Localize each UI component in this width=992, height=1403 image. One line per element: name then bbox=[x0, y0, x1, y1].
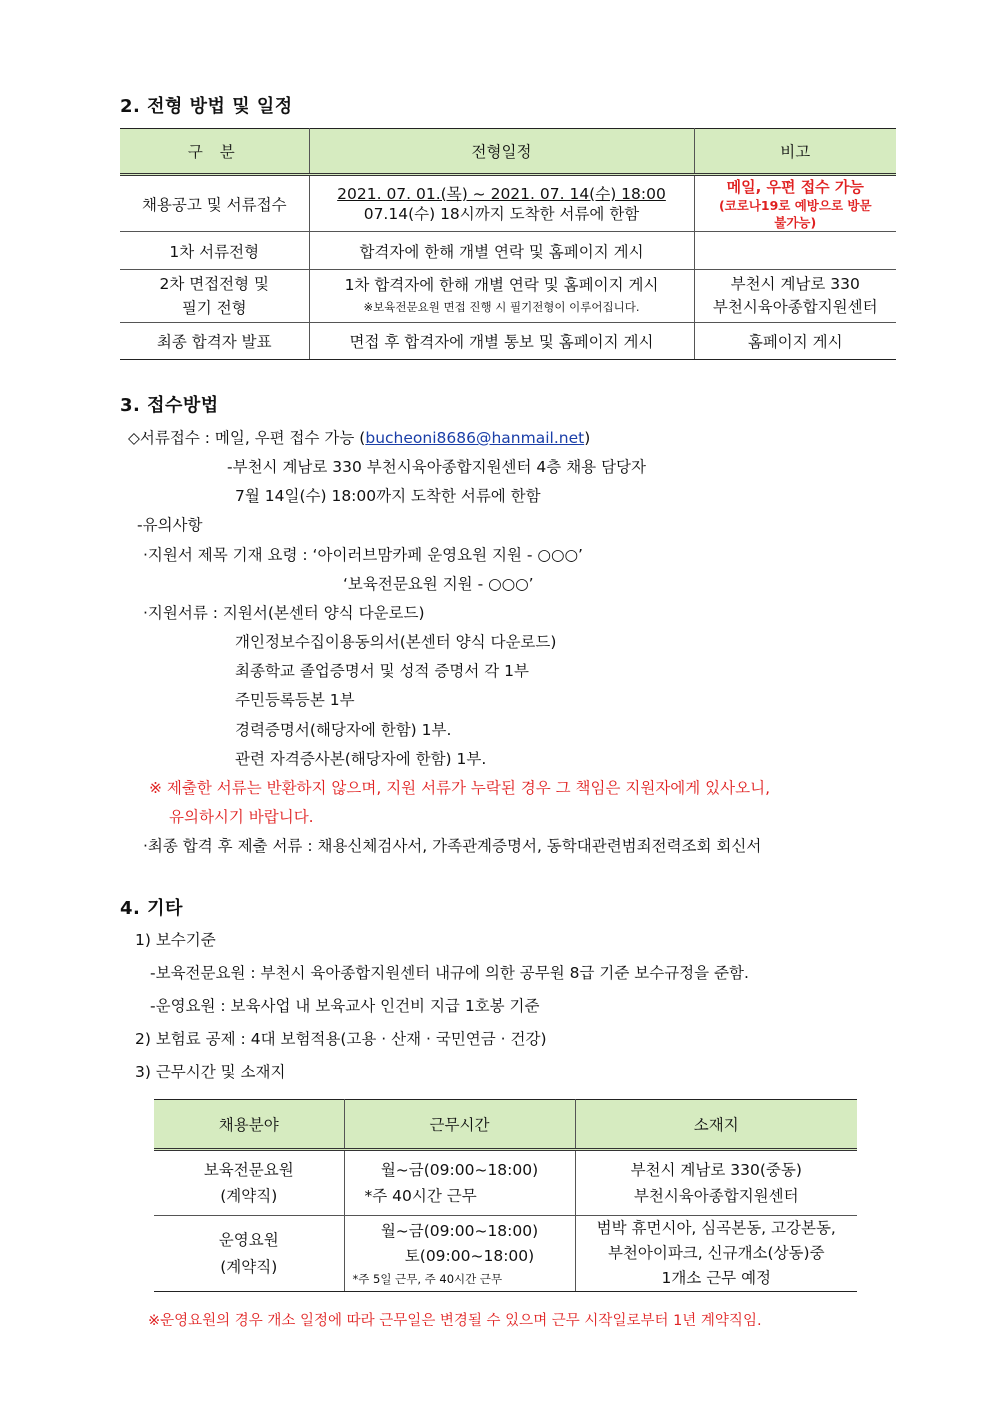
section-3-title: 3. 접수방법 bbox=[120, 395, 219, 416]
header-schedule: 전형일정 bbox=[309, 129, 694, 175]
row-time-line3: *주 5일 근무, 주 40시간 근무 bbox=[352, 1271, 503, 1286]
row-field-line1: 보육전문요원 bbox=[203, 1161, 294, 1179]
table-row bbox=[154, 1216, 857, 1292]
row-category-line2: 필기 전형 bbox=[181, 299, 247, 317]
intake-suffix: ) bbox=[584, 429, 591, 447]
item-3: 3) 근무시간 및 소재지 bbox=[135, 1063, 286, 1081]
row-location-line3: 1개소 근무 예정 bbox=[661, 1269, 772, 1287]
row-time-line1: 월~금(09:00~18:00) bbox=[380, 1221, 539, 1240]
row-schedule-line1: 1차 합격자에 한해 개별 연락 및 홈페이지 게시 bbox=[344, 276, 659, 294]
row-note-line1: 메일, 우편 접수 가능 bbox=[726, 178, 864, 196]
row-note-line2: 부천시육아종합지원센터 bbox=[712, 298, 878, 316]
row-schedule-line1: 2021. 07. 01.(목) ~ 2021. 07. 14(수) 18:00 bbox=[337, 184, 666, 203]
footnote: ※운영요원의 경우 개소 일정에 따라 근무일은 변경될 수 있으며 근무 시작일로부터 1년 계약직임. bbox=[148, 1313, 762, 1329]
table-row bbox=[120, 323, 896, 360]
row-note-line1: 부천시 계남로 330 bbox=[730, 275, 860, 293]
row-schedule-line1: 면접 후 합격자에 개별 통보 및 홈페이지 게시 bbox=[309, 323, 694, 360]
row-field-line2: (계약직) bbox=[220, 1187, 278, 1205]
table-row bbox=[154, 1150, 857, 1216]
table-row bbox=[120, 232, 896, 270]
header-note: 비고 bbox=[694, 129, 896, 175]
row-category: 최종 합격자 발표 bbox=[120, 323, 309, 360]
header-hours: 근무시간 bbox=[344, 1100, 575, 1150]
address-line: -부천시 계남로 330 부천시육아종합지원센터 4층 채용 담당자 bbox=[227, 458, 646, 476]
section-2-title: 2. 전형 방법 및 일정 bbox=[120, 96, 293, 117]
work-hours-table bbox=[154, 1099, 857, 1292]
warning-line-1: ※ 제출한 서류는 반환하지 않으며, 지원 서류가 누락된 경우 그 책임은 지원자에게 있사오니, bbox=[149, 779, 770, 797]
row-location-line1: 부천시 계남로 330(중동) bbox=[630, 1161, 802, 1179]
doc-item: 최종학교 졸업증명서 및 성적 증명서 각 1부 bbox=[235, 662, 529, 680]
row-field-line2: (계약직) bbox=[220, 1257, 278, 1276]
row-time-line2: *주 40시간 근무 bbox=[364, 1187, 477, 1205]
row-note-line2: (코로나19로 예방으로 방문 bbox=[718, 198, 872, 213]
intake-line bbox=[128, 426, 590, 448]
row-time-line1: 월~금(09:00~18:00) bbox=[380, 1161, 539, 1179]
schedule-table bbox=[120, 128, 896, 360]
notice-header: -유의사항 bbox=[137, 516, 203, 534]
header-field: 채용분야 bbox=[154, 1100, 344, 1150]
row-location-line2: 부천시육아종합지원센터 bbox=[633, 1187, 799, 1205]
doc-item: 경력증명서(해당자에 한함) 1부. bbox=[235, 721, 452, 739]
row-location-line2: 부천아이파크, 신규개소(상동)중 bbox=[607, 1244, 825, 1262]
table-row bbox=[120, 175, 896, 232]
doc-item: 주민등록등본 1부 bbox=[235, 691, 355, 709]
row-location-line1: 범박 휴먼시아, 심곡본동, 고강본동, bbox=[596, 1219, 836, 1237]
row-schedule-line1: 합격자에 한해 개별 연락 및 홈페이지 게시 bbox=[309, 232, 694, 270]
row-schedule-line2: ※보육전문요원 면접 진행 시 필기전형이 이루어집니다. bbox=[363, 300, 640, 314]
docs-line-1: ·지원서류 : 지원서(본센터 양식 다운로드) bbox=[143, 604, 425, 622]
table-header-row bbox=[154, 1100, 857, 1150]
doc-item: 개인정보수집이용동의서(본센터 양식 다운로드) bbox=[235, 633, 557, 651]
row-note-line3: 불가능) bbox=[774, 215, 817, 230]
item-2: 2) 보험료 공제 : 4대 보험적용(고용 · 산재 · 국민연금 · 건강) bbox=[135, 1030, 547, 1048]
email-link[interactable]: bucheoni8686@hanmail.net bbox=[365, 429, 585, 447]
doc-item: 관련 자격증사본(해당자에 한함) 1부. bbox=[235, 750, 487, 768]
subject-line-2: ‘보육전문요원 지원 - ○○○’ bbox=[343, 575, 534, 593]
final-docs-line: ·최종 합격 후 제출 서류 : 채용신체검사서, 가족관계증명서, 동학대관련범죄전력조회 회신서 bbox=[143, 837, 762, 855]
table-header-row bbox=[120, 129, 896, 175]
row-schedule-line2: 07.14(수) 18시까지 도착한 서류에 한함 bbox=[363, 204, 640, 223]
header-category: 구 분 bbox=[120, 129, 309, 175]
row-category: 채용공고 및 서류접수 bbox=[120, 175, 309, 232]
warning-line-2: 유의하시기 바랍니다. bbox=[169, 808, 314, 826]
header-location: 소재지 bbox=[575, 1100, 857, 1150]
section-4-title: 4. 기타 bbox=[120, 898, 183, 919]
intake-prefix: ◇서류접수 : 메일, 우편 접수 가능 ( bbox=[128, 429, 366, 447]
row-time-line2: 토(09:00~18:00) bbox=[404, 1246, 535, 1265]
item-1a: -보육전문요원 : 부천시 육아종합지원센터 내규에 의한 공무원 8급 기준 보수규정을 준함. bbox=[150, 964, 749, 982]
row-note-line1 bbox=[694, 232, 896, 270]
row-category-line1: 2차 면접전형 및 bbox=[159, 275, 270, 293]
subject-line-1: ·지원서 제목 기재 요령 : ‘아이러브맘카페 운영요원 지원 - ○○○’ bbox=[143, 546, 583, 564]
table-row bbox=[120, 270, 896, 323]
row-category: 1차 서류전형 bbox=[120, 232, 309, 270]
row-field-line1: 운영요원 bbox=[218, 1230, 279, 1249]
item-1b: -운영요원 : 보육사업 내 보육교사 인건비 지급 1호봉 기준 bbox=[150, 997, 540, 1015]
deadline-line: 7월 14일(수) 18:00까지 도착한 서류에 한함 bbox=[235, 487, 541, 505]
row-note-line1: 홈페이지 게시 bbox=[694, 323, 896, 360]
item-1: 1) 보수기준 bbox=[135, 931, 216, 949]
